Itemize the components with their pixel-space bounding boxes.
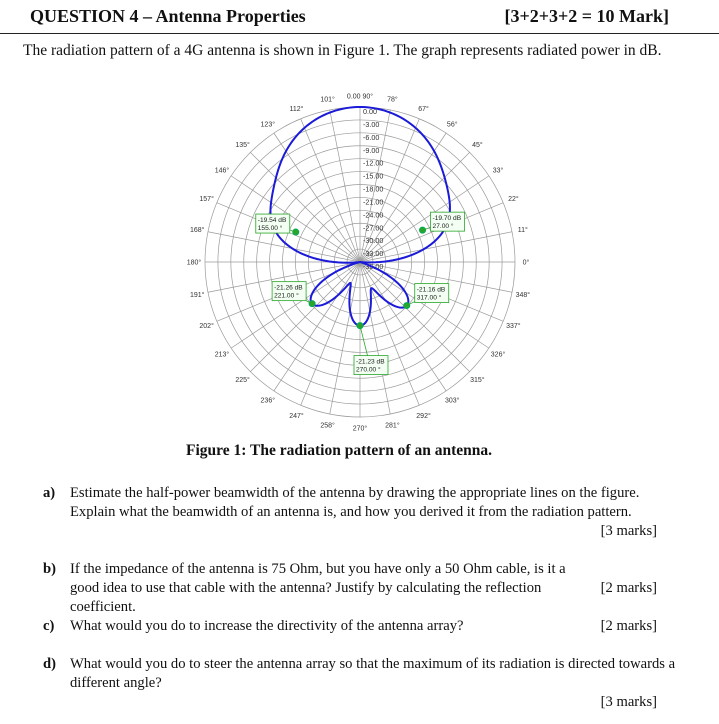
question-c-text: What would you do to increase the directivity of the antenna array?: [70, 618, 464, 634]
angle-label: 157°: [199, 195, 214, 203]
question-d-label: d): [43, 656, 56, 672]
question-d: [43, 655, 679, 715]
angle-label: 236°: [260, 397, 276, 405]
angle-label: 22°: [508, 195, 519, 203]
angle-label: 180°: [186, 259, 202, 267]
marker-label: 221.00 °: [274, 292, 299, 300]
question-b-label: b): [43, 561, 56, 577]
angle-label: 45°: [472, 142, 483, 150]
question-d-marks: [3 marks]: [600, 694, 657, 710]
radial-label: -6.00: [363, 132, 380, 142]
marker-label: 317.00 °: [416, 294, 442, 302]
angle-label: 135°: [235, 142, 250, 150]
question-b-marks: [2 marks]: [600, 580, 657, 596]
radial-label: -24.00: [363, 210, 384, 220]
grid-spoke: [360, 152, 470, 262]
angle-label: 146°: [214, 167, 230, 175]
angle-label: 213°: [214, 351, 230, 359]
question-b-text: If the impedance of the antenna is 75 Ohm, but you have only a 50 Ohm cable, is it a good idea to use that cable with the antenna? Justify by calculating the reflection coefficient.: [70, 561, 566, 615]
angle-label: 67°: [418, 106, 429, 114]
radial-label: -9.00: [363, 145, 380, 155]
marker-label: 155.00 °: [257, 225, 283, 233]
marker-label: -19.54 dB: [257, 217, 287, 225]
question-a-text: Estimate the half-power beamwidth of the antenna by drawing the appropriate lines on the figure. Explain what the beamwidth of an antenna is, and how you derived it from the radiation pattern.: [70, 485, 640, 520]
radial-label: -27.00: [363, 223, 384, 233]
angle-label: 337°: [506, 323, 521, 331]
radial-label: -12.00: [363, 158, 384, 168]
figure-caption: Figure 1: The radiation pattern of an antenna.: [186, 442, 492, 459]
angle-label: 112°: [289, 106, 304, 114]
angle-label: 315°: [470, 376, 485, 384]
angle-label: 123°: [260, 121, 276, 129]
angle-label: 292°: [416, 412, 431, 420]
radial-label: -33.00: [363, 249, 384, 259]
marker-point: [293, 229, 299, 235]
question-d-text: What would you do to steer the antenna array so that the maximum of its radiation is directed towards a different angle?: [70, 656, 676, 691]
marker-label: -21.23 dB: [356, 358, 385, 366]
angle-label: 326°: [490, 351, 506, 359]
radial-label: -18.00: [363, 184, 384, 194]
angle-label: 225°: [235, 376, 250, 384]
angle-label: 348°: [515, 291, 531, 299]
angle-label: 33°: [492, 167, 504, 175]
angle-label: 303°: [444, 397, 460, 405]
marker-label: -21.16 dB: [416, 286, 446, 294]
angle-label: 258°: [320, 422, 335, 430]
marker-label: -19.70 dB: [432, 215, 462, 223]
question-a-label: a): [43, 485, 56, 501]
marker-point: [404, 303, 410, 309]
intro-text: The radiation pattern of a 4G antenna is shown in Figure 1. The graph represents radiated power in dB.: [23, 42, 662, 59]
angle-label: 202°: [199, 323, 214, 331]
radial-label: -30.00: [363, 236, 384, 246]
angle-label: 56°: [446, 121, 458, 129]
grid-spoke: [301, 119, 360, 262]
question-title: QUESTION 4 – Antenna Properties: [30, 6, 306, 26]
marker-point: [420, 227, 426, 233]
question-b: [43, 560, 679, 615]
grid-spoke: [360, 262, 419, 405]
angle-label: 281°: [385, 422, 400, 430]
marker-label: 270.00 °: [356, 366, 381, 374]
question-a: [43, 484, 679, 544]
radiation-pattern-chart: [180, 82, 560, 447]
angle-label: 247°: [289, 412, 304, 420]
grid-spoke: [250, 152, 360, 262]
angle-label: 11°: [517, 227, 528, 235]
question-c: [43, 617, 679, 639]
grid-spoke: [250, 262, 360, 372]
angle-label: 0°: [522, 259, 530, 267]
angle-label: 0.00 90°: [346, 93, 374, 101]
marker-label: -21.26 dB: [274, 284, 303, 292]
question-marks: [3+2+3+2 = 10 Mark]: [504, 6, 669, 26]
angle-label: 270°: [352, 425, 368, 433]
question-a-marks: [3 marks]: [600, 523, 657, 539]
radial-label: -21.00: [363, 197, 384, 207]
question-c-marks: [2 marks]: [600, 618, 657, 634]
marker-label: 27.00 °: [432, 223, 454, 231]
header-rule: [0, 33, 719, 34]
radial-label: -36.00: [363, 262, 384, 271]
radial-label: 0.00: [363, 107, 377, 116]
question-c-label: c): [43, 618, 55, 634]
radial-label: -3.00: [363, 119, 380, 129]
grid-spoke: [360, 262, 470, 372]
marker-point: [309, 301, 315, 307]
question-header: [30, 6, 669, 30]
angle-label: 168°: [189, 227, 205, 235]
angle-label: 101°: [320, 96, 335, 104]
radial-label: -15.00: [363, 171, 384, 181]
angle-label: 191°: [189, 291, 205, 299]
angle-label: 78°: [387, 96, 398, 104]
